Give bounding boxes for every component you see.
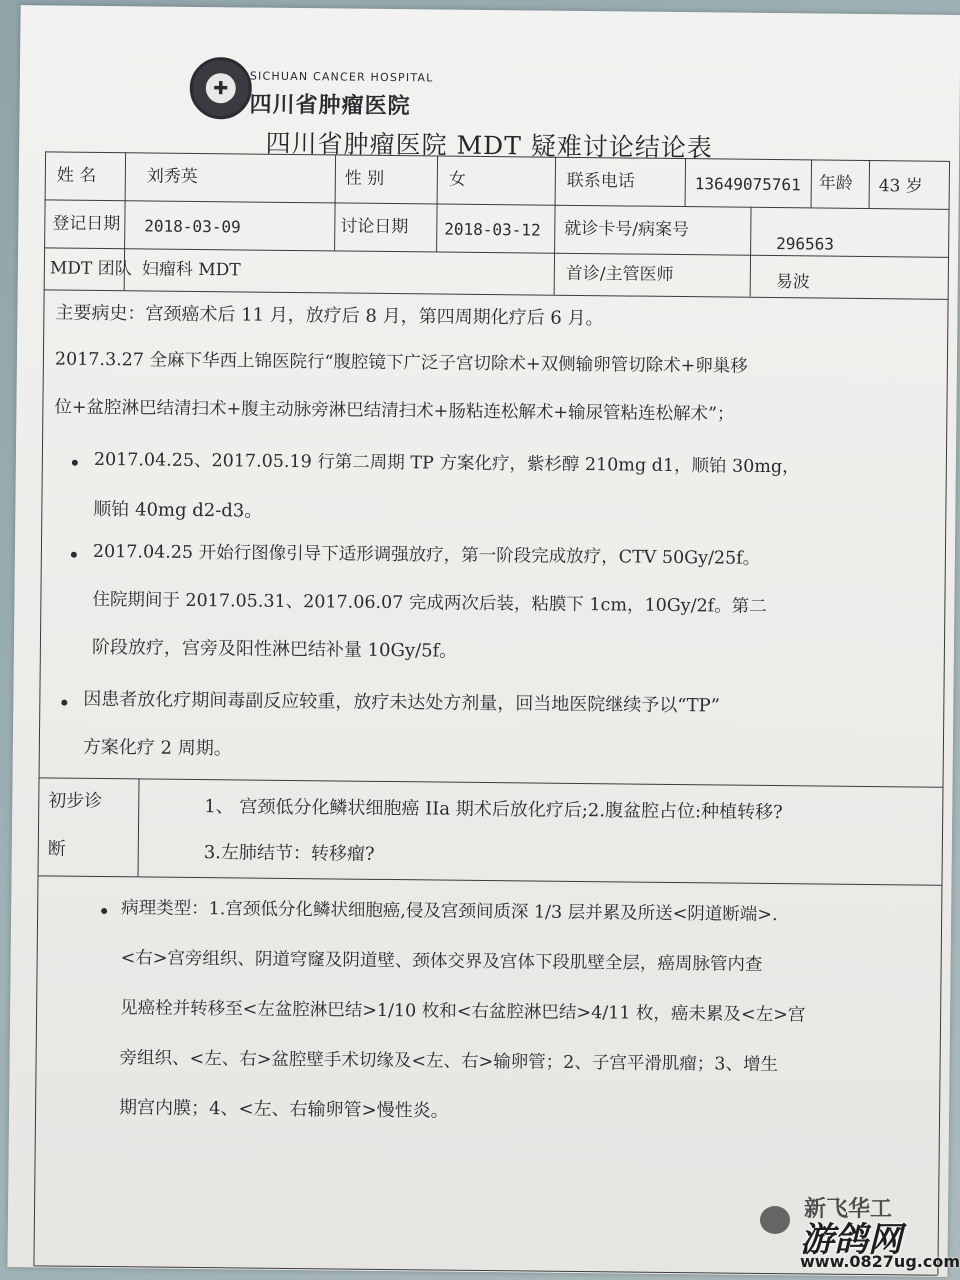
bullet-icon xyxy=(72,460,78,466)
disc-date-label: 讨论日期 xyxy=(340,216,409,238)
disc-date: 2018-03-12 xyxy=(444,219,541,240)
phone-label: 联系电话 xyxy=(566,170,635,192)
treatment-2-line-1: 2017.04.25 开始行图像引导下适形调强放疗，第一阶段完成放疗，CTV 50Gy/25f。 xyxy=(92,541,761,569)
mdt-team: 妇瘤科 MDT xyxy=(141,259,241,281)
patient-sex: 女 xyxy=(448,169,466,190)
treatment-1-line-1: 2017.04.25、2017.05.19 行第二周期 TP 方案化疗，紫杉醇 210mg d1，顺铂 30mg， xyxy=(93,449,800,478)
patient-phone: 13649075761 xyxy=(694,174,801,195)
hospital-name-cn: 四川省肿瘤医院 xyxy=(249,92,411,120)
watermark-url: www.0827ug.com xyxy=(800,1252,960,1271)
patient-age: 43 岁 xyxy=(878,176,923,197)
form-paper xyxy=(7,5,960,1277)
history-line-1: 2017.3.27 全麻下华西上锦医院行“腹腔镜下广泛子宫切除术+双侧输卵管切除术+卵巢移 xyxy=(54,349,748,377)
team-label: MDT 团队 xyxy=(49,258,132,280)
doctor-label: 首诊/主管医师 xyxy=(565,263,674,285)
pathology-line-1: 病理类型：1.宫颈低分化鳞状细胞癌,侵及宫颈间质深 1/3 层并累及所送<阴道断端>. xyxy=(121,898,778,926)
diagnosis-label-1: 初步诊 xyxy=(48,790,103,813)
name-label: 姓 名 xyxy=(56,165,97,186)
treatment-2-line-2: 住院期间于 2017.05.31、2017.06.07 完成两次后装，粘膜下 1cm，10Gy/2f。第二 xyxy=(92,589,767,617)
pathology-line-3: 见癌栓并转移至<左盆腔淋巴结>1/10 枚和<右盆腔淋巴结>4/11 枚，癌未累及<左>宫 xyxy=(120,998,806,1026)
bullet-icon xyxy=(61,700,67,706)
diagnosis-label-2: 断 xyxy=(47,838,66,860)
doctor-name: 易波 xyxy=(775,272,810,293)
hospital-seal-icon: ✚ xyxy=(189,57,252,120)
bullet-icon xyxy=(71,552,77,558)
bullet-icon xyxy=(101,908,107,914)
diagnosis-line-2: 3.左肺结节：转移瘤? xyxy=(203,842,375,865)
diagnosis-line-1: 1、 宫颈低分化鳞状细胞癌 IIa 期术后放化疗后;2.腹盆腔占位:种植转移? xyxy=(204,796,783,824)
card-number: 296563 xyxy=(776,234,835,254)
watermark-logo: 游鸽网 xyxy=(800,1220,902,1260)
treatment-3-line-2: 方案化疗 2 周期。 xyxy=(82,736,232,760)
pathology-line-4: 旁组织、<左、右>盆腔壁手术切缘及<左、右>输卵管；2、子宫平滑肌瘤；3、增生 xyxy=(119,1048,779,1076)
hospital-logo xyxy=(189,57,440,124)
form-title: 四川省肿瘤医院 MDT 疑难讨论结论表 xyxy=(265,128,713,163)
age-label: 年龄 xyxy=(818,173,853,194)
pathology-line-2: <右>宫旁组织、阴道穹窿及阴道壁、颈体交界及宫体下段肌壁全层，癌周脉管内查 xyxy=(120,948,763,975)
reg-date-label: 登记日期 xyxy=(52,213,121,235)
wechat-icon xyxy=(760,1206,790,1234)
history-summary: 主要病史：宫颈癌术后 11 月，放疗后 8 月，第四周期化疗后 6 月。 xyxy=(55,302,604,330)
patient-name: 刘秀英 xyxy=(146,166,198,187)
pathology-line-5: 期宫内膜；4、<左、右输卵管>慢性炎。 xyxy=(118,1097,449,1122)
history-line-2: 位+盆腔淋巴结清扫术+腹主动脉旁淋巴结清扫术+肠粘连松解术+输尿管粘连松解术”； xyxy=(54,397,735,425)
mdt-table xyxy=(33,151,949,1274)
treatment-3-line-1: 因患者放化疗期间毒副反应较重，放疗未达处方剂量，回当地医院继续予以“TP” xyxy=(83,688,720,717)
card-label: 就诊卡号/病案号 xyxy=(564,218,690,241)
watermark-text: 新飞华工 xyxy=(804,1197,893,1222)
treatment-1-line-2: 顺铂 40mg d2-d3。 xyxy=(93,498,263,522)
treatment-2-line-3: 阶段放疗，宫旁及阳性淋巴结补量 10Gy/5f。 xyxy=(91,636,458,662)
sex-label: 性 别 xyxy=(344,168,385,189)
reg-date: 2018-03-09 xyxy=(144,216,241,237)
hospital-name-en: SICHUAN CANCER HOSPITAL xyxy=(249,69,434,85)
